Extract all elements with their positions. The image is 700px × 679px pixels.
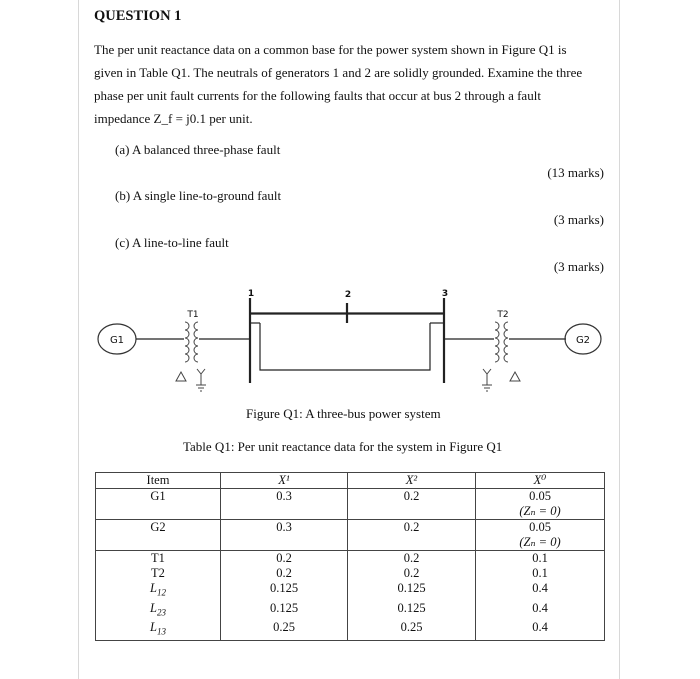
item-subscript: 13: [156, 626, 166, 637]
cell-x0: 0.1: [476, 566, 605, 581]
header-x0: X⁰: [476, 473, 605, 489]
part-c-label: (c) A line-to-line fault: [115, 235, 229, 250]
intro-line-1: The per unit reactance data on a common base for the power system shown in Figure Q1 is: [94, 42, 567, 57]
cell-x2: 0.125: [348, 601, 476, 621]
reactance-table: [95, 472, 605, 641]
cell-x0-value: 0.05: [529, 489, 551, 503]
table-row-t1: [96, 551, 605, 567]
intro-line-4: impedance Z_f = j0.1 per unit.: [94, 111, 253, 126]
zn-note: (Zₙ = 0): [519, 535, 561, 549]
cell-x0: 0.1: [476, 551, 605, 567]
cell-x1: 0.125: [221, 601, 348, 621]
item-subscript: 23: [156, 607, 166, 617]
header-x1: X¹: [221, 473, 348, 489]
generator-g2: [565, 324, 601, 354]
cell-x0: [476, 520, 605, 551]
cell-item: G1: [96, 489, 221, 520]
part-c-marks: (3 marks): [553, 259, 604, 274]
table-row-g1: [96, 489, 605, 520]
cell-x1: 0.3: [221, 489, 348, 520]
cell-x0: 0.4: [476, 581, 605, 601]
cell-x1: 0.2: [221, 551, 348, 567]
item-subscript: 12: [156, 587, 166, 598]
table-row-l13: [96, 620, 605, 640]
figure-caption: Figure Q1: A three-bus power system: [246, 406, 441, 421]
loop-lines: [260, 323, 430, 370]
cell-x0-value: 0.05: [529, 520, 551, 534]
cell-x1: 0.3: [221, 520, 348, 551]
bus-2-label: 2: [344, 290, 352, 300]
header-x2: X²: [348, 473, 476, 489]
part-b-marks: (3 marks): [553, 212, 604, 227]
cell-x1: 0.125: [221, 581, 348, 601]
table-row-t2: [96, 566, 605, 581]
cell-x1: 0.25: [221, 620, 348, 640]
t2-label: T2: [497, 310, 509, 320]
bus-3-label: 3: [441, 289, 449, 299]
cell-x2: 0.25: [348, 620, 476, 640]
cell-item: G2: [96, 520, 221, 551]
table-row-l12: [96, 581, 605, 601]
cell-x1: 0.2: [221, 566, 348, 581]
transformer-t1: [176, 310, 206, 391]
cell-x2: 0.2: [348, 551, 476, 567]
cell-x0: 0.4: [476, 601, 605, 621]
part-a-label: (a) A balanced three-phase fault: [115, 142, 281, 157]
cell-x2: 0.2: [348, 566, 476, 581]
cell-x0: 0.4: [476, 620, 605, 640]
part-a-marks: (13 marks): [547, 165, 604, 180]
bus-1-label: 1: [247, 289, 255, 299]
g1-label: G1: [109, 335, 125, 346]
generator-g1: [98, 324, 136, 354]
cell-x2: 0.125: [348, 581, 476, 601]
cell-item: T1: [96, 551, 221, 567]
g2-label: G2: [575, 335, 591, 346]
header-item: Item: [96, 473, 221, 489]
zn-note: (Zₙ = 0): [519, 504, 561, 518]
cell-item: $L_{12}$: [96, 581, 221, 601]
question-heading: QUESTION 1: [94, 8, 182, 24]
cell-item: T2: [96, 566, 221, 581]
table-header-row: [96, 473, 605, 489]
cell-item: $L_{13}$: [96, 620, 221, 640]
cell-x2: 0.2: [348, 520, 476, 551]
cell-item: $L_{23}$: [96, 601, 221, 621]
t1-label: T1: [187, 310, 199, 320]
intro-line-2: given in Table Q1. The neutrals of generators 1 and 2 are solidly grounded. Examine the three: [94, 65, 583, 80]
table-caption: Table Q1: Per unit reactance data for the system in Figure Q1: [183, 439, 503, 454]
cell-x0: [476, 489, 605, 520]
part-b-label: (b) A single line-to-ground fault: [115, 188, 282, 203]
table-row-l23: [96, 601, 605, 621]
table-row-g2: [96, 520, 605, 551]
transformer-t2: [482, 310, 520, 391]
cell-x2: 0.2: [348, 489, 476, 520]
intro-line-3: phase per unit fault currents for the following faults that occur at bus 2 through a fault: [94, 88, 541, 103]
